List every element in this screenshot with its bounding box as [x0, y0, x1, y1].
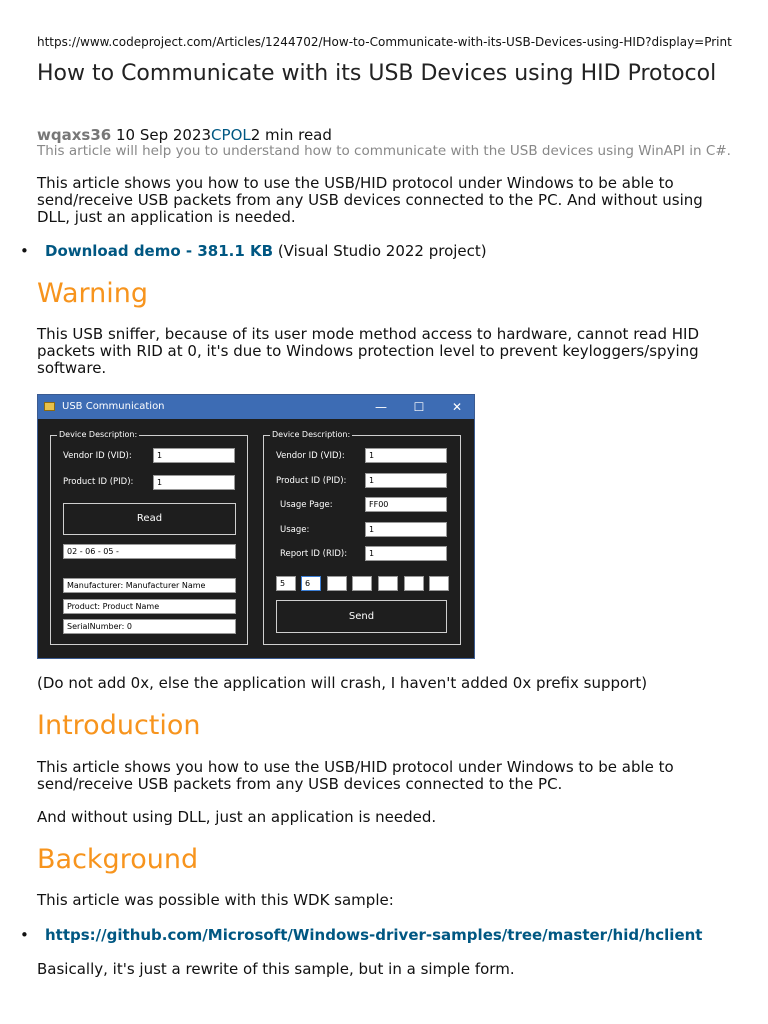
- warning-text: This USB sniffer, because of its user mode method access to hardware, cannot read HID packets with RID at 0, it's due to Windows protection level to prevent keyloggers/spying software.: [37, 325, 699, 377]
- byte-input[interactable]: [404, 576, 424, 591]
- group-label: Device Description:: [59, 430, 138, 439]
- app-title: USB Communication: [62, 401, 165, 412]
- article-meta: [37, 126, 332, 144]
- download-demo-link[interactable]: Download demo - 381.1 KB: [45, 242, 274, 260]
- usage-label: Usage:: [280, 525, 310, 535]
- pid-input[interactable]: 1: [153, 475, 235, 490]
- app-titlebar: [38, 395, 474, 419]
- vid-input[interactable]: 1: [153, 448, 235, 463]
- background-paragraph-2: Basically, it's just a rewrite of this sample, but in a simple form.: [37, 960, 515, 978]
- maximize-icon[interactable]: ☐: [413, 400, 425, 414]
- app-screenshot: [37, 394, 475, 659]
- vid-label: Vendor ID (VID):: [63, 451, 132, 461]
- download-list-item: [20, 242, 487, 260]
- introduction-heading: Introduction: [37, 710, 201, 741]
- sample-list-item: [20, 926, 702, 944]
- product-field: Product: Product Name: [63, 599, 236, 614]
- author-link[interactable]: wqaxs36: [37, 126, 112, 144]
- warning-heading: Warning: [37, 278, 149, 309]
- usage-page-input[interactable]: FF00: [365, 497, 447, 512]
- app-icon: [44, 402, 55, 411]
- github-sample-link[interactable]: https://github.com/Microsoft/Windows-driver-samples/tree/master/hid/hclient: [45, 926, 703, 944]
- byte-input[interactable]: [327, 576, 347, 591]
- minimize-icon[interactable]: —: [375, 400, 387, 414]
- read-time: 2 min read: [250, 126, 332, 144]
- report-id-input[interactable]: 1: [365, 546, 447, 561]
- publish-date: 10 Sep 2023: [111, 126, 212, 144]
- read-button[interactable]: Read: [63, 503, 236, 535]
- report-id-label: Report ID (RID):: [280, 549, 348, 559]
- bullet-icon: •: [20, 926, 29, 944]
- usage-input[interactable]: 1: [365, 522, 447, 537]
- bullet-icon: •: [20, 242, 29, 260]
- usage-page-label: Usage Page:: [280, 500, 333, 510]
- group-label: Device Description:: [272, 430, 351, 439]
- byte-input[interactable]: [378, 576, 398, 591]
- intro-paragraph: This article shows you how to use the USB/HID protocol under Windows to be able to send/receive USB packets from any USB devices connected to the PC. And without using DLL, just an application is needed.: [37, 174, 703, 226]
- byte-input[interactable]: [352, 576, 372, 591]
- manufacturer-field: Manufacturer: Manufacturer Name: [63, 578, 236, 593]
- download-suffix: (Visual Studio 2022 project): [273, 242, 487, 260]
- article-title: How to Communicate with its USB Devices using HID Protocol: [37, 61, 717, 86]
- page-url: https://www.codeproject.com/Articles/1244702/How-to-Communicate-with-its-USB-Devices-using-HID?display=Print: [37, 35, 732, 49]
- vid-input[interactable]: 1: [365, 448, 447, 463]
- read-device-group: [50, 430, 248, 645]
- close-icon[interactable]: ✕: [451, 400, 463, 414]
- received-data-field[interactable]: 02 - 06 - 05 -: [63, 544, 236, 559]
- pid-label: Product ID (PID):: [63, 477, 134, 487]
- license-link[interactable]: CPOL: [211, 126, 251, 144]
- pid-input[interactable]: 1: [365, 473, 447, 488]
- byte-input[interactable]: 6: [301, 576, 321, 591]
- background-paragraph-1: This article was possible with this WDK sample:: [37, 891, 394, 909]
- background-heading: Background: [37, 844, 199, 875]
- send-button[interactable]: Send: [276, 600, 447, 633]
- serial-number-field: SerialNumber: 0: [63, 619, 236, 634]
- byte-input[interactable]: 5: [276, 576, 296, 591]
- note-text: (Do not add 0x, else the application will crash, I haven't added 0x prefix support): [37, 674, 648, 692]
- byte-input[interactable]: [429, 576, 449, 591]
- introduction-paragraph-2: And without using DLL, just an application is needed.: [37, 808, 437, 826]
- vid-label: Vendor ID (VID):: [276, 451, 345, 461]
- pid-label: Product ID (PID):: [276, 476, 347, 486]
- article-summary: This article will help you to understand how to communicate with the USB devices using WinAPI in C#.: [37, 143, 731, 159]
- introduction-paragraph-1: This article shows you how to use the USB/HID protocol under Windows to be able to send/receive USB packets from any USB devices connected to the PC.: [37, 758, 674, 793]
